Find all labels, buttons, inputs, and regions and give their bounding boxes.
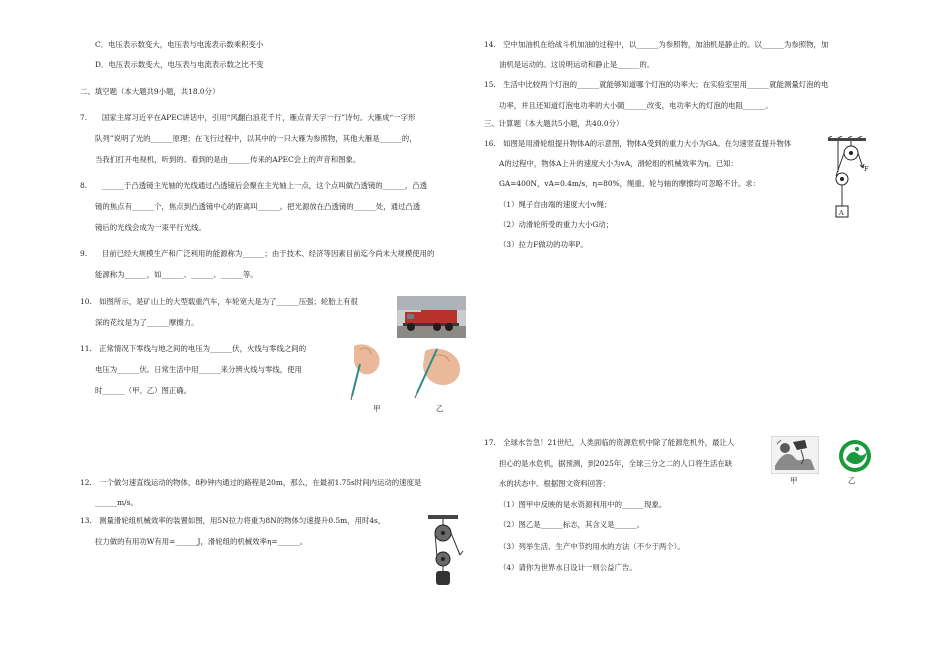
q15-line-2: 功率，并且还知道灯泡电功率的大小随______改变，电功率大的灯泡的电阻______。 <box>499 101 773 110</box>
test-pen-hand-jia-image <box>340 340 395 400</box>
pulley-diagram-q16 <box>826 136 876 221</box>
q12-line-2: ______m/s。 <box>95 498 138 507</box>
q16-item-3: （3）拉力F做功的功率P。 <box>499 240 588 249</box>
q11-label-yi: 乙 <box>436 404 444 413</box>
q7-line-3: 当我们打开电视机，听到的、看到的是由______传来的APEC会上的声音和图象。 <box>95 155 361 164</box>
option-c: C．电压表示数变大，电压表与电流表示数乘积变小 <box>95 40 264 49</box>
q8-line-3: 镜后的光线会成为一束平行光线。 <box>95 223 206 232</box>
q12-line-1: 12. 一个做匀速直线运动的物体，8秒钟内通过的路程是20m，那么，在最初1.75s时间内运动的速度是 <box>80 478 422 487</box>
q11-label-jia: 甲 <box>373 404 381 413</box>
water-saving-logo <box>836 438 874 474</box>
q17-item-1: （1）图甲中反映的是水资源利用中的______现象。 <box>499 500 667 509</box>
q16-label-force: F <box>864 165 869 173</box>
q10-line-1: 10. 如图所示，是矿山上的大型载重汽车，车轮宽大是为了______压强；轮胎上有很 <box>80 297 358 306</box>
q17-label-jia: 甲 <box>790 476 798 485</box>
q9-line-1: 9. 目前已经大规模生产和广泛利用的能源称为______；由于技术、经济等因素目前迄今尚未大规模使用的 <box>80 249 435 258</box>
water-waste-cartoon-image <box>771 436 819 474</box>
q11-line-2: 电压为______伏。日常生活中用______来分辨火线与零线，使用 <box>95 365 302 374</box>
q16-item-2: （2）动滑轮所受的重力大小G动； <box>499 220 614 229</box>
q13-line-2: 拉力做的有用功W有用=______J，滑轮组的机械效率η=______。 <box>95 537 308 546</box>
q17-item-2: （2）图乙是______标志，其含义是______。 <box>499 520 645 529</box>
q17-item-3: （3）列举生活、生产中节约用水的方法（不少于两个）。 <box>499 542 685 551</box>
test-pen-hand-yi-image <box>403 343 465 398</box>
q8-line-1: 8. ______于凸透镜主光轴的光线通过凸透镜后会聚在主光轴上一点，这个点叫做凸透镜的______，凸透 <box>80 181 428 190</box>
q11-line-1: 11. 正常情况下零线与地之间的电压为______伏，火线与零线之间的 <box>80 344 307 353</box>
q13-line-1: 13. 测量滑轮组机械效率的装置如图，用5N拉力将重为8N的物体匀速提升0.5m，用时4s， <box>80 516 386 525</box>
q8-line-2: 镜的焦点有______个，焦点到凸透镜中心的距离叫______。把光源放在凸透镜的______处，通过凸透 <box>95 202 421 211</box>
q16-line-2: A的过程中，物体A上升的速度大小为vA，滑轮组的机械效率为η。已知： <box>499 159 738 168</box>
q14-line-2: 油机是运动的。这说明运动和静止是______的。 <box>499 60 655 69</box>
q11-line-3: 时______（甲、乙）图正确。 <box>95 386 192 395</box>
truck-image <box>397 296 466 338</box>
q16-line-1: 16. 如图是用滑轮组提升物体A的示意图，物体A受到的重力大小为GA。在匀速竖直提升物体 <box>484 139 792 148</box>
q17-line-1: 17. 全球水告急！21世纪，人类面临的资源危机中除了能源危机外，最让人 <box>484 438 735 447</box>
q16-line-3: GA=400N，vA=0.4m/s，η=80%，绳重、轮与轴的摩擦均可忽略不计。求： <box>499 179 761 188</box>
q14-line-1: 14. 空中加油机在给战斗机加油的过程中，以______为参照物，加油机是静止的。以______为参照物，加 <box>484 40 829 49</box>
q7-line-2: 队列”说明了光的______原理；在飞行过程中，以其中的一只大雁为参照物，其他大雁是______的， <box>95 134 417 143</box>
q16-label-object: A <box>839 209 844 217</box>
q17-label-yi: 乙 <box>848 476 856 485</box>
q15-line-1: 15. 生活中比较两个灯泡的______就能够知道哪个灯泡的功率大；在实验室里用______就能测量灯泡的电 <box>484 80 829 89</box>
q7-line-1: 7. 国家主席习近平在APEC讲话中，引用“风翻白浪花千片，雁点青天字一行”诗句。大雁成“一字形 <box>80 113 416 122</box>
q16-item-1: （1）绳子自由端的速度大小v绳； <box>499 200 612 209</box>
q17-line-3: 水的状态中。根据图文资料回答： <box>499 479 610 488</box>
q10-line-2: 深的花纹是为了______摩擦力。 <box>95 318 199 327</box>
q17-item-4: （4）请你为世界水日设计一则公益广告。 <box>499 563 637 572</box>
q9-line-2: 能源称为______，如______、______、______等。 <box>95 270 258 279</box>
pulley-diagram-q13 <box>426 513 466 588</box>
section-calculation: 三、计算题（本大题共5小题，共40.0分） <box>484 119 624 128</box>
option-d: D．电压表示数变大，电压表与电流表示数之比不变 <box>95 60 264 69</box>
q17-line-2: 担心的是水危机，据预测，到2025年，全球三分之二的人口将生活在缺 <box>499 459 733 468</box>
section-fill-in: 二、填空题（本大题共9小题，共18.0分） <box>80 87 220 96</box>
